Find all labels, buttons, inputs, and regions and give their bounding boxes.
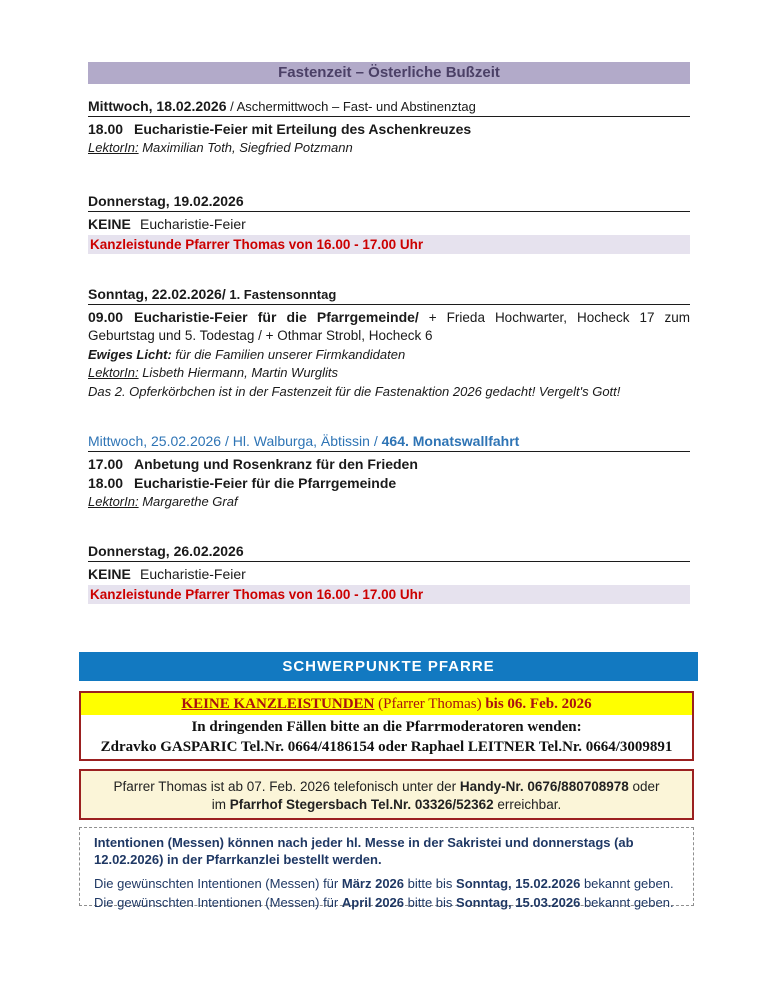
handy-number: Handy-Nr. 0676/880708978 [459,779,629,794]
intentions-deadline-april [94,894,683,913]
schedule-entry-2026-02-19 [88,193,690,254]
lector-line [88,365,690,381]
section-bar-title: SCHWERPUNKTE PFARRE [282,658,495,675]
pfarrhof-number: Pfarrhof Stegersbach Tel.Nr. 03326/52362 [229,797,494,812]
lector-label: LektorIn: [88,365,139,380]
season-banner [88,62,690,84]
lector-label: LektorIn: [88,140,139,155]
headline-pfarrer: (Pfarrer Thomas) [374,696,486,712]
lector-names: Margarethe Graf [138,494,238,509]
mass-line [88,455,690,473]
intentions-box [79,827,694,910]
pfarrer-contact-box [79,769,694,820]
season-banner-title: Fastenzeit – Österliche Bußzeit [278,64,500,81]
mass-time: 18.00 [88,121,124,137]
eternal-light-label: Ewiges Licht: [88,347,172,362]
office-hours-notice [88,585,690,604]
no-mass-text: Eucharistie-Feier [140,216,246,232]
lector-line [88,140,690,156]
entry-date-heading [88,286,690,305]
entry-feast: 464. Monatswallfahrt [381,433,520,449]
schedule-entry-2026-02-22 [88,286,690,400]
mass-title: Eucharistie-Feier für die Pfarrgemeinde/ [134,309,419,325]
eternal-light-line [88,347,690,363]
moderators-intro: In dringenden Fällen bitte an die Pfarrmoderatoren wenden: [191,719,582,735]
no-mass-line [88,215,690,233]
contact-text: Pfarrer Thomas ist ab 07. Feb. 2026 telefonisch unter der [113,779,460,794]
deadline-text: bitte bis [404,894,457,910]
office-hours-text: Kanzleistunde Pfarrer Thomas von 16.00 - 17.00 Uhr [90,237,424,252]
headline-until: bis 06. Feb. 2026 [485,696,592,712]
contact-text: oder [628,779,660,794]
office-hours-notice [88,235,690,254]
entry-date-heading [88,543,690,562]
entry-date: Mittwoch, 18.02.2026 [88,98,227,114]
entry-date-heading [88,433,690,452]
contact-text: erreichbar. [493,797,562,812]
entry-date: Mittwoch, 25.02.2026 / Hl. Walburga, Äbtissin / [88,433,382,449]
no-mass-text: Eucharistie-Feier [140,566,246,582]
headline-keyword: KEINE KANZLEISTUNDEN [181,696,375,712]
deadline-date: Sonntag, 15.02.2026 [456,876,581,891]
entry-date: Donnerstag, 26.02.2026 [88,543,244,559]
entry-date-heading [88,193,690,212]
entry-date: Sonntag, 22.02.2026/ [88,286,226,302]
entry-date-heading [88,98,690,117]
office-hours-text: Kanzleistunde Pfarrer Thomas von 16.00 - 17.00 Uhr [90,587,424,602]
intentions-deadline-march [94,875,683,894]
deadline-text: Die gewünschten Intentionen (Messen) für [94,876,342,891]
mass-title: Eucharistie-Feier mit Erteilung des Aschenkreuzes [134,121,472,137]
lector-names: Lisbeth Hiermann, Martin Wurglits [138,365,338,380]
no-mass-keyword: KEINE [88,566,131,582]
intentions-info: Intentionen (Messen) können nach jeder hl. Messe in der Sakristei und donnerstags (ab 12.02.2026) in der Pfarrkanzlei bestellt werden. [94,835,634,867]
mass-line [88,474,690,492]
moderators-contacts: Zdravko GASPARIC Tel.Nr. 0664/4186154 oder Raphael LEITNER Tel.Nr. 0664/3009891 [100,739,673,755]
no-office-hours-box [79,691,694,761]
mass-title: Anbetung und Rosenkranz für den Frieden [134,456,418,472]
deadline-text: bitte bis [404,876,457,891]
pfarrer-contact-line2 [81,796,692,814]
deadline-date: Sonntag, 15.03.2026 [456,894,581,910]
deadline-text: bekannt geben. [580,876,674,891]
lector-line [88,494,690,510]
mass-time: 09.00 [88,309,124,325]
entry-date: Donnerstag, 19.02.2026 [88,193,244,209]
lector-label: LektorIn: [88,494,139,509]
schedule-entry-2026-02-26 [88,543,690,604]
lector-names: Maximilian Toth, Siegfried Potzmann [138,140,353,155]
no-mass-line [88,565,690,583]
deadline-text: Die gewünschten Intentionen (Messen) für [94,894,342,910]
mass-intentions: + Frieda Hochwarter, Hocheck 17 zum Geburtstag und 5. Todestag / + Othmar Strobl, Hocheck 6 [88,310,690,343]
collection-note [88,384,690,400]
collection-note-text: Das 2. Opferkörbchen ist in der Fastenzeit für die Fastenaktion 2026 gedacht! Vergelt's Gott! [88,384,621,399]
mass-title: Eucharistie-Feier für die Pfarrgemeinde [134,475,397,491]
entry-feast: / Aschermittwoch – Fast- und Abstinenztag [226,99,476,114]
no-office-hours-headline [81,693,692,715]
deadline-month: April 2026 [341,894,405,910]
deadline-text: bekannt geben. [580,894,674,910]
mass-time: 17.00 [88,456,124,472]
deadline-month: März 2026 [341,876,405,891]
schedule-entry-2026-02-18 [88,98,690,156]
eternal-light-text: für die Familien unserer Firmkandidaten [171,347,406,362]
contact-text: im [211,797,230,812]
mass-line [88,120,690,138]
no-mass-keyword: KEINE [88,216,131,232]
section-bar-schwerpunkte [79,652,698,681]
entry-feast: 1. Fastensonntag [225,287,337,302]
schedule-entry-2026-02-25 [88,433,690,510]
pfarrer-contact-line1 [81,778,692,796]
mass-line [88,308,690,345]
mass-time: 18.00 [88,475,124,491]
